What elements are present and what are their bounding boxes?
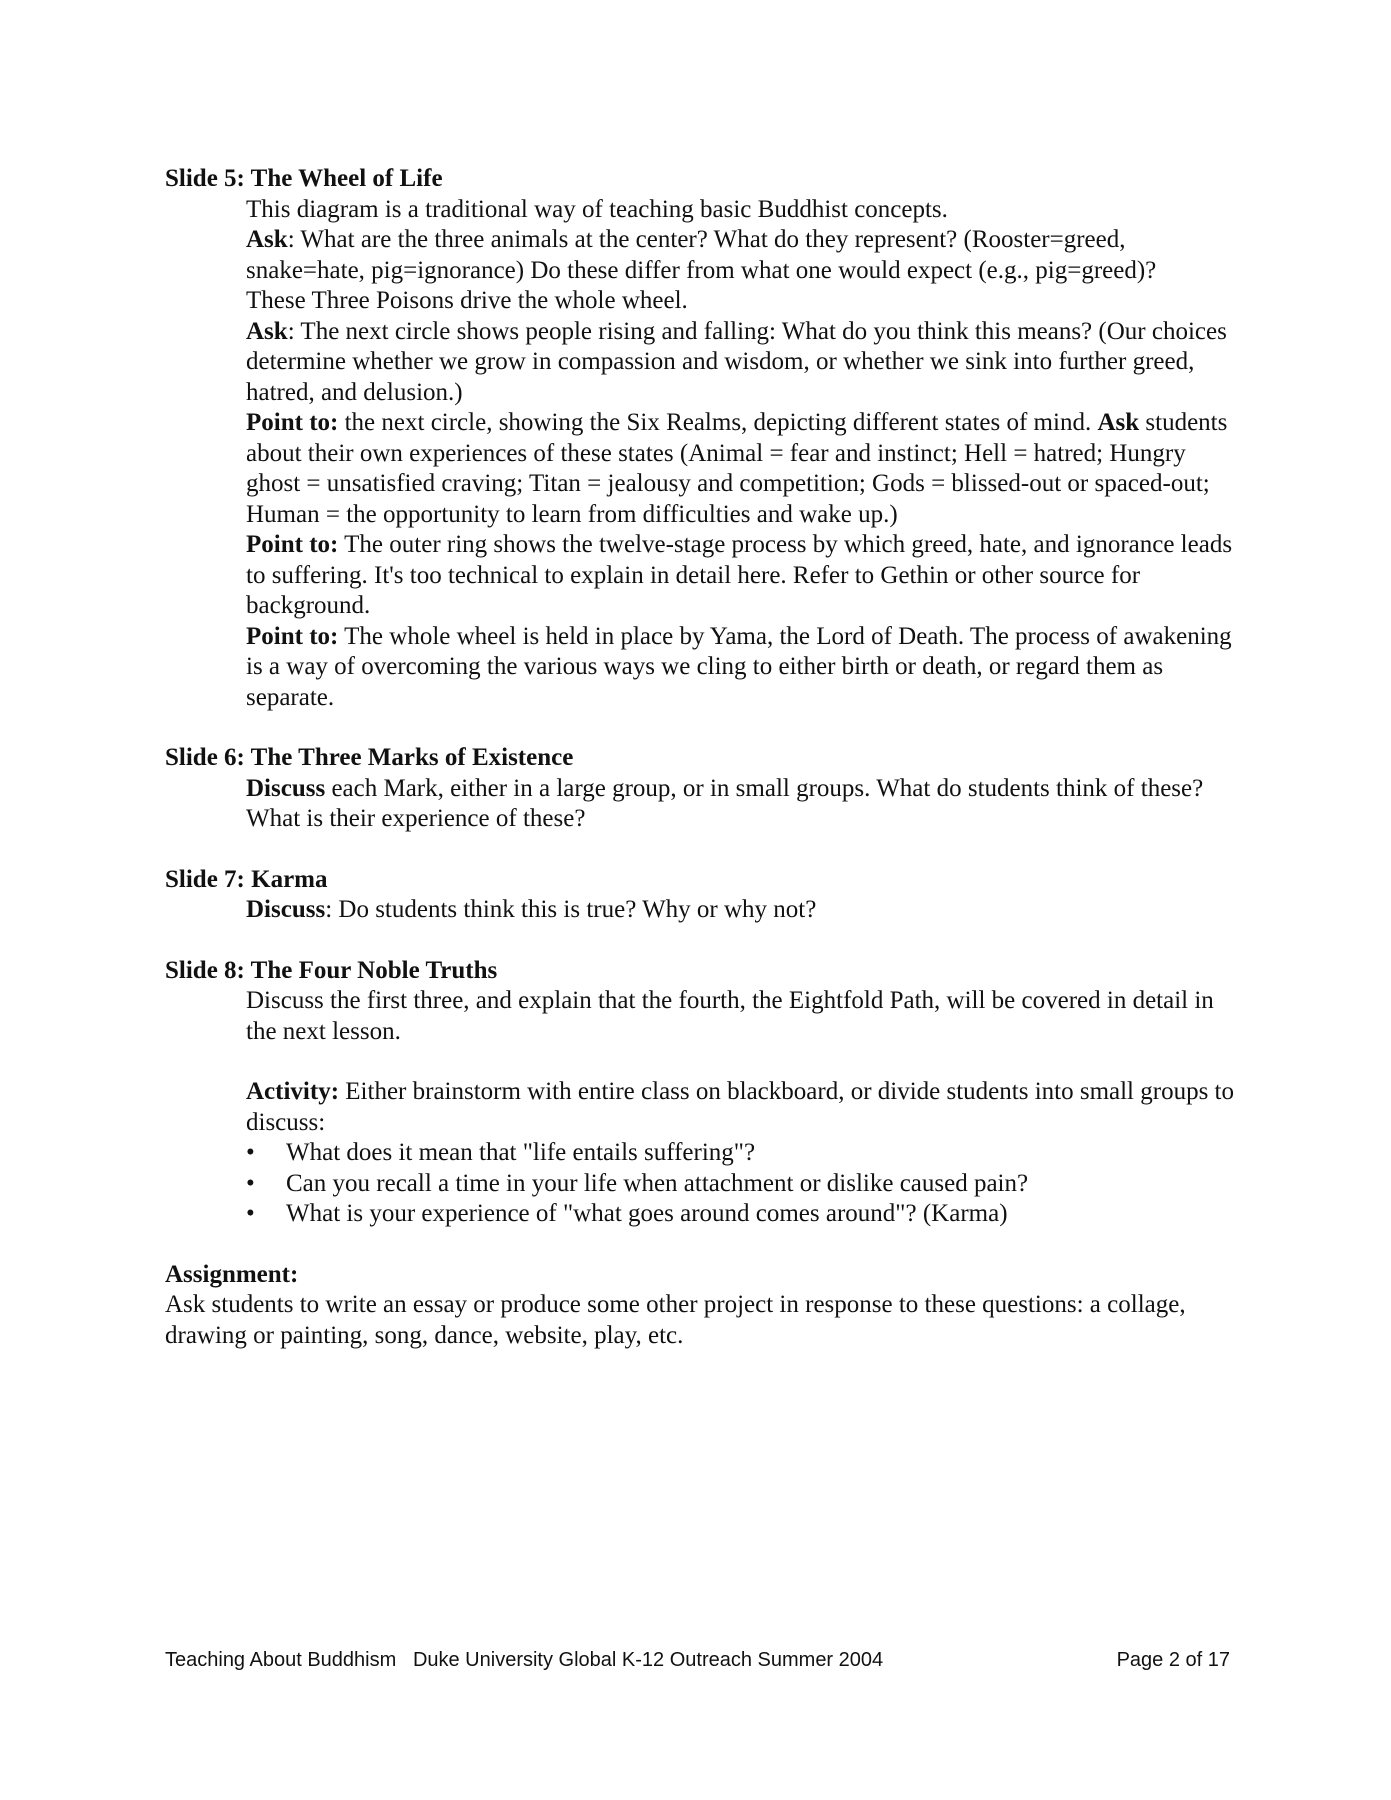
slide-5-point-six-realms (246, 408, 1245, 530)
slide-7-body (246, 895, 1245, 926)
point-to-text: The whole wheel is held in place by Yama, the Lord of Death. The process of awakening is a way of overcoming the various ways we cling to either birth or death, or regard them as separate. (246, 622, 1232, 711)
ask-label: Ask (246, 226, 288, 253)
bullet-icon: • (246, 1200, 255, 1227)
slide-7-discuss (246, 895, 1245, 926)
page-content (165, 164, 1245, 1381)
point-to-label: Point to: (246, 622, 339, 650)
point-to-text-continued: students about their own experiences of these states (Animal = fear and instinct; Hell = hatred; Hungry ghost = unsatisfied craving; Titan = jealousy and competition; Gods = blissed-out or spaced-out; Human = the opportunity to learn from difficulties and wake up.) (246, 409, 1228, 528)
slide-5-section (165, 164, 1245, 713)
ask-text: : The next circle shows people rising and falling: What do you think this means? (Our choices determine whether we grow in compassion and wisdom, or whether we sink into further greed, hatred, and delusion.) (246, 317, 1227, 406)
ask-label: Ask (246, 317, 288, 345)
slide-8-activity (246, 1077, 1245, 1138)
ask-label: Ask (1097, 409, 1140, 436)
slide-7-heading: Slide 7: Karma (165, 865, 328, 893)
assignment-section (165, 1260, 1245, 1352)
slide-5-ask-question-2 (246, 317, 1245, 409)
list-item-text: Can you recall a time in your life when attachment or dislike caused pain? (286, 1169, 1029, 1197)
list-item-text: What does it mean that "life entails suffering"? (286, 1139, 756, 1166)
slide-8-body (246, 986, 1245, 1230)
discuss-text: : Do students think this is true? Why or why not? (325, 896, 817, 923)
page-footer (165, 1648, 1230, 1744)
assignment-text: Ask students to write an essay or produce some other project in response to these questions: a collage, drawing or painting, song, dance, website, play, etc. (165, 1291, 1186, 1349)
slide-8-heading: Slide 8: The Four Noble Truths (165, 956, 498, 984)
list-item (246, 1138, 1245, 1169)
footer-title: Teaching About Buddhism Duke University Global K-12 Outreach Summer 2004 (165, 1649, 884, 1671)
slide-6-body (246, 774, 1245, 835)
discussion-question-list (246, 1138, 1245, 1230)
list-item (246, 1199, 1245, 1230)
point-to-label: Point to: (246, 409, 339, 436)
list-item (246, 1169, 1245, 1200)
slide-7-section (165, 865, 1245, 926)
paragraph-spacer (246, 1047, 1245, 1077)
activity-label: Activity: (246, 1078, 340, 1105)
discuss-label: Discuss (246, 774, 326, 802)
list-item-text: What is your experience of "what goes around comes around"? (Karma) (286, 1200, 1008, 1227)
slide-5-heading: Slide 5: The Wheel of Life (165, 165, 443, 192)
slide-5-ask-question-1 (246, 225, 1245, 286)
activity-text: Either brainstorm with entire class on blackboard, or divide students into small groups to discuss: (246, 1078, 1235, 1136)
ask-text: : What are the three animals at the center? What do they represent? (Rooster=greed, snake=hate, pig=ignorance) Do these differ from what one would expect (e.g., pig=greed)? (246, 226, 1157, 284)
discuss-text: each Mark, either in a large group, or in small groups. What do students think of these? What is their experience of these? (246, 774, 1204, 832)
slide-5-point-yama (246, 622, 1245, 714)
page-number: Page 2 of 17 (1116, 1649, 1230, 1671)
slide-6-discuss (246, 774, 1245, 835)
point-to-label: Point to: (246, 531, 339, 558)
slide-8-text: Discuss the first three, and explain that the fourth, the Eightfold Path, will be covered in detail in the next lesson. (246, 987, 1214, 1045)
slide-6-section (165, 743, 1245, 835)
bullet-icon: • (246, 1169, 255, 1197)
slide-5-three-poisons: These Three Poisons drive the whole wheel. (246, 287, 688, 314)
slide-6-heading: Slide 6: The Three Marks of Existence (165, 744, 574, 771)
point-to-text: the next circle, showing the Six Realms, depicting different states of mind. (338, 409, 1098, 436)
slide-5-point-outer-ring (246, 530, 1245, 622)
bullet-icon: • (246, 1139, 255, 1166)
assignment-heading: Assignment: (165, 1260, 299, 1288)
slide-5-intro: This diagram is a traditional way of teaching basic Buddhist concepts. (246, 195, 948, 223)
discuss-label: Discuss (246, 896, 326, 923)
slide-5-body (246, 195, 1245, 714)
point-to-text: The outer ring shows the twelve-stage process by which greed, hate, and ignorance leads to suffering. It's too technical to explain in detail here. Refer to Gethin or other source for background. (246, 531, 1233, 619)
slide-8-section (165, 956, 1245, 1230)
